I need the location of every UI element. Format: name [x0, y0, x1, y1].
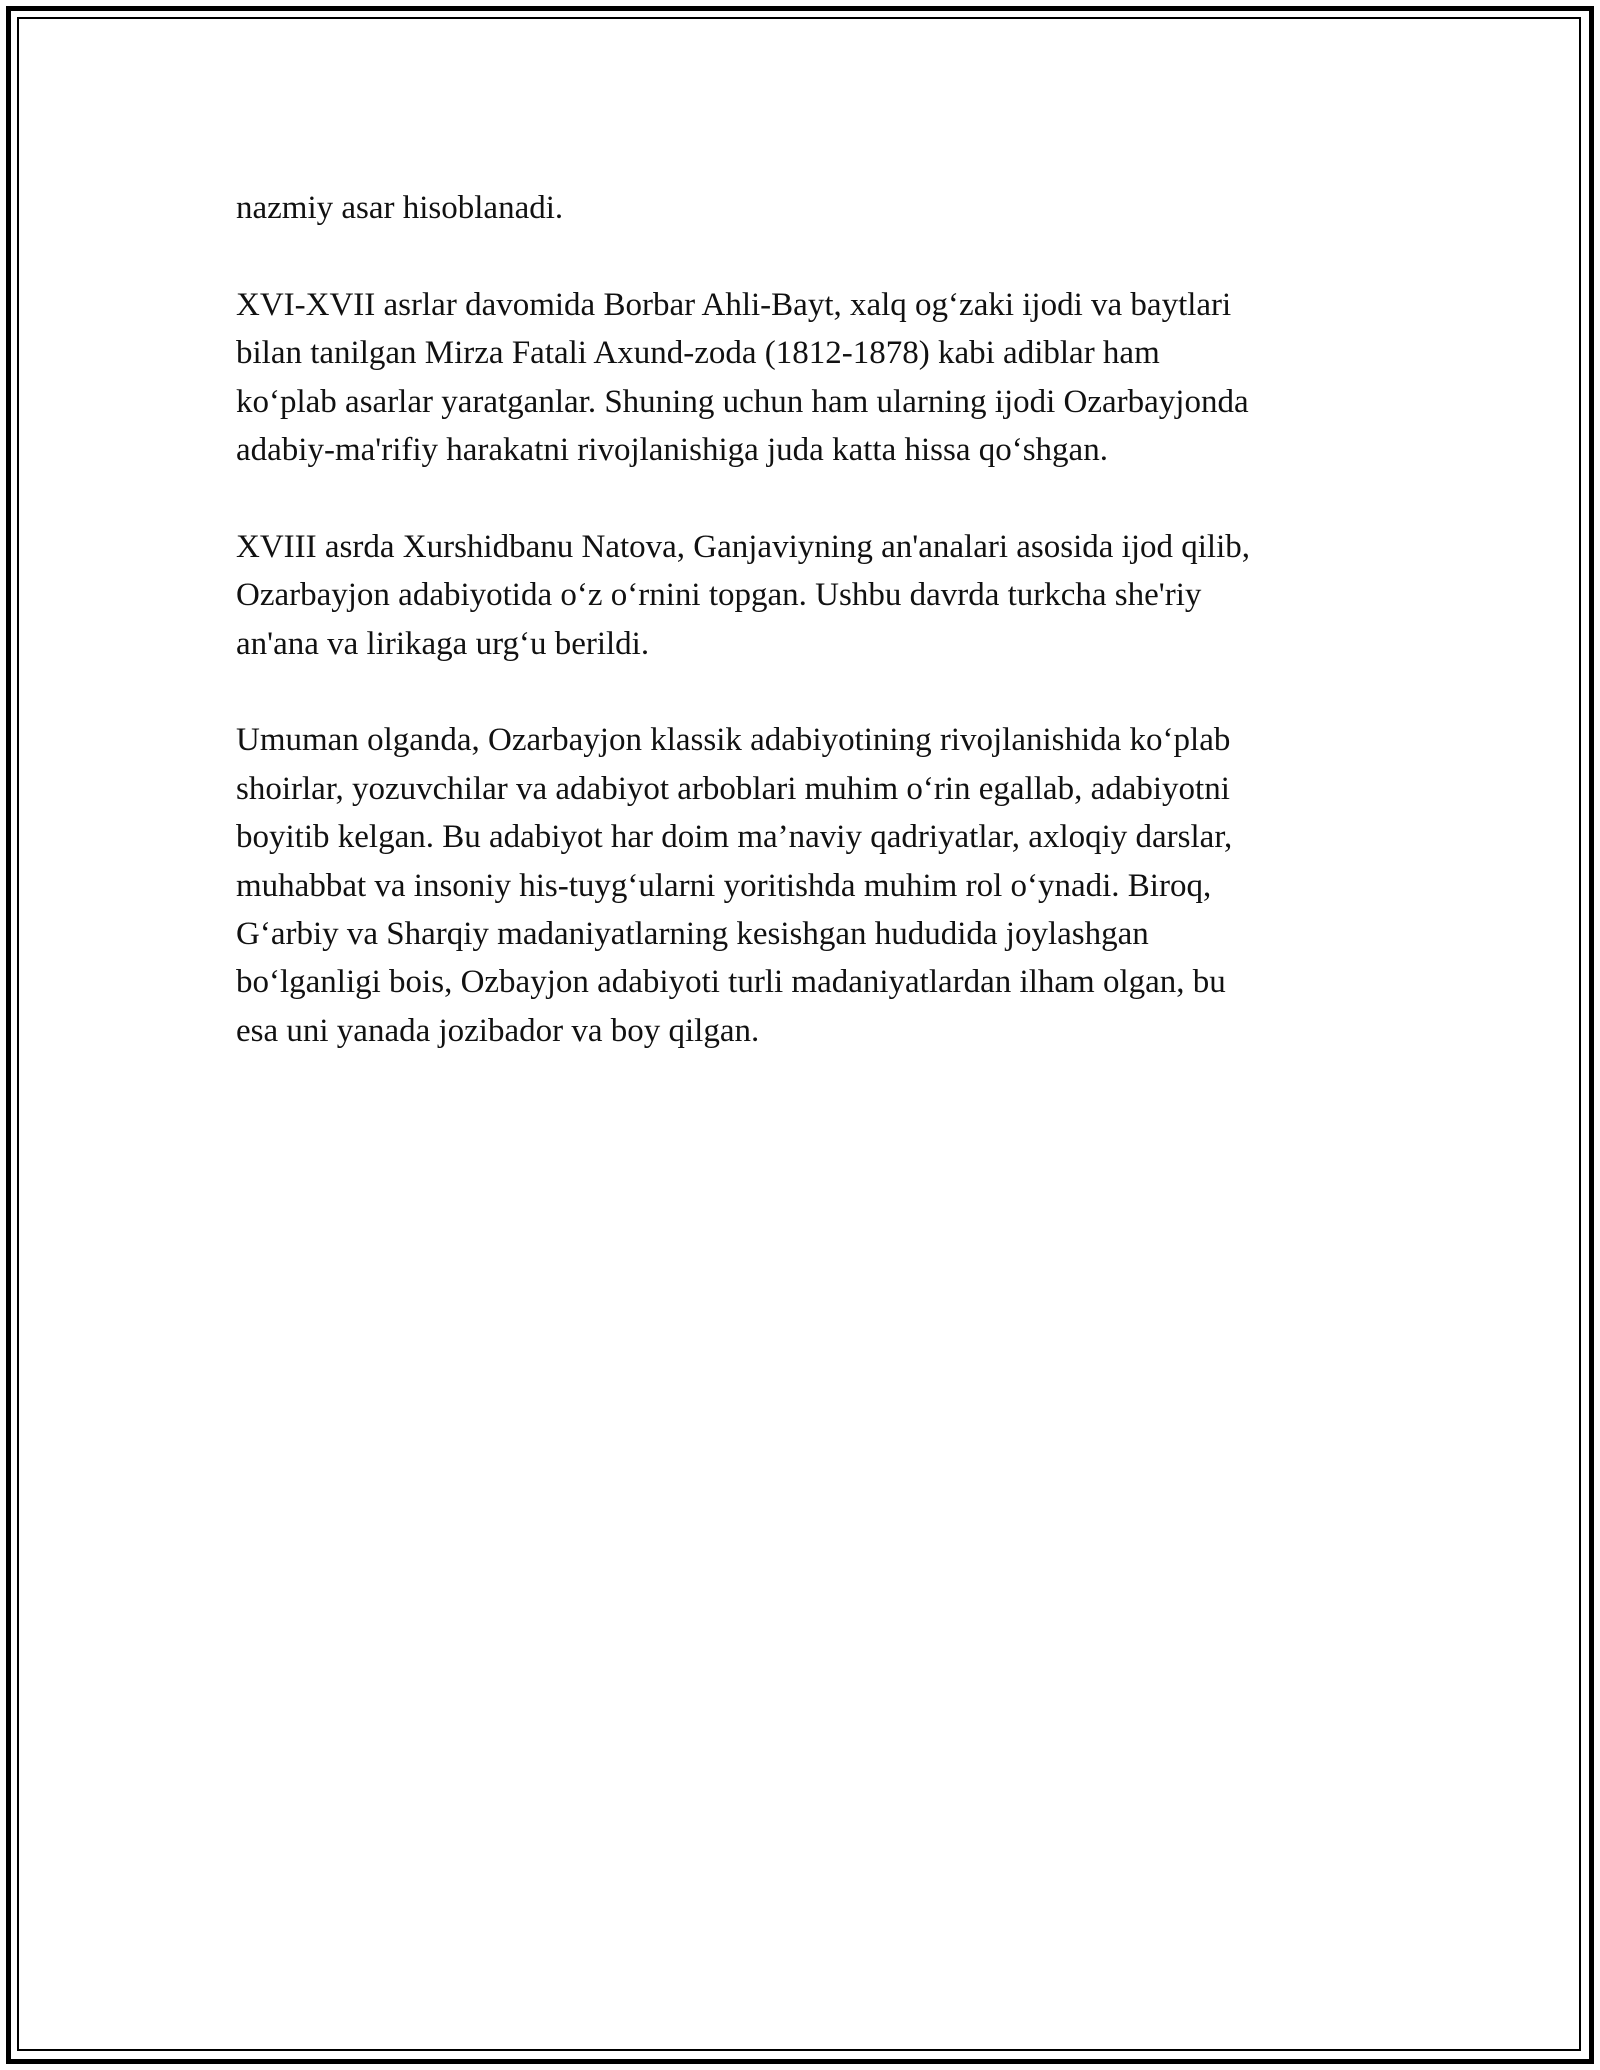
document-body — [236, 184, 1366, 1104]
paragraph-4: Umuman olganda, Ozarbayjon klassik adabiyotining rivojlanishida ko‘plab shoirlar, yozuvchilar va adabiyot arboblari muhim o‘rin egallab, adabiyotni boyitib kelgan. Bu adabiyot har doim ma’naviy qadriyatlar, axloqiy darslar, muhabbat va insoniy his-tuyg‘ularni yoritishda muhim rol o‘ynadi. Biroq, G‘arbiy va Sharqiy madaniyatlarning kesishgan hududida joylashgan bo‘lganligi bois, Ozbayjon adabiyoti turli madaniyatlardan ilham olgan, bu esa uni yanada jozibador va boy qilgan. — [236, 722, 1233, 1049]
paragraph-3: XVIII asrda Xurshidbanu Natova, Ganjaviyning an'analari asosida ijod qilib, Ozarbayjon adabiyotida o‘z o‘rnini topgan. Ushbu davrda turkcha she'riy an'ana va lirikaga urg‘u berildi. — [236, 528, 1251, 662]
paragraph-2: XVI-XVII asrlar davomida Borbar Ahli-Bayt, xalq og‘zaki ijodi va baytlari bilan tanilgan Mirza Fatali Axund-zoda (1812-1878) kabi adiblar ham ko‘plab asarlar yaratganlar. Shuning uchun ham ularning ijodi Ozarbayjonda adabiy-ma'rifiy harakatni rivojlanishiga juda katta hissa qo‘shgan. — [236, 286, 1249, 469]
paragraph-1: nazmiy asar hisoblanadi. — [236, 190, 564, 226]
